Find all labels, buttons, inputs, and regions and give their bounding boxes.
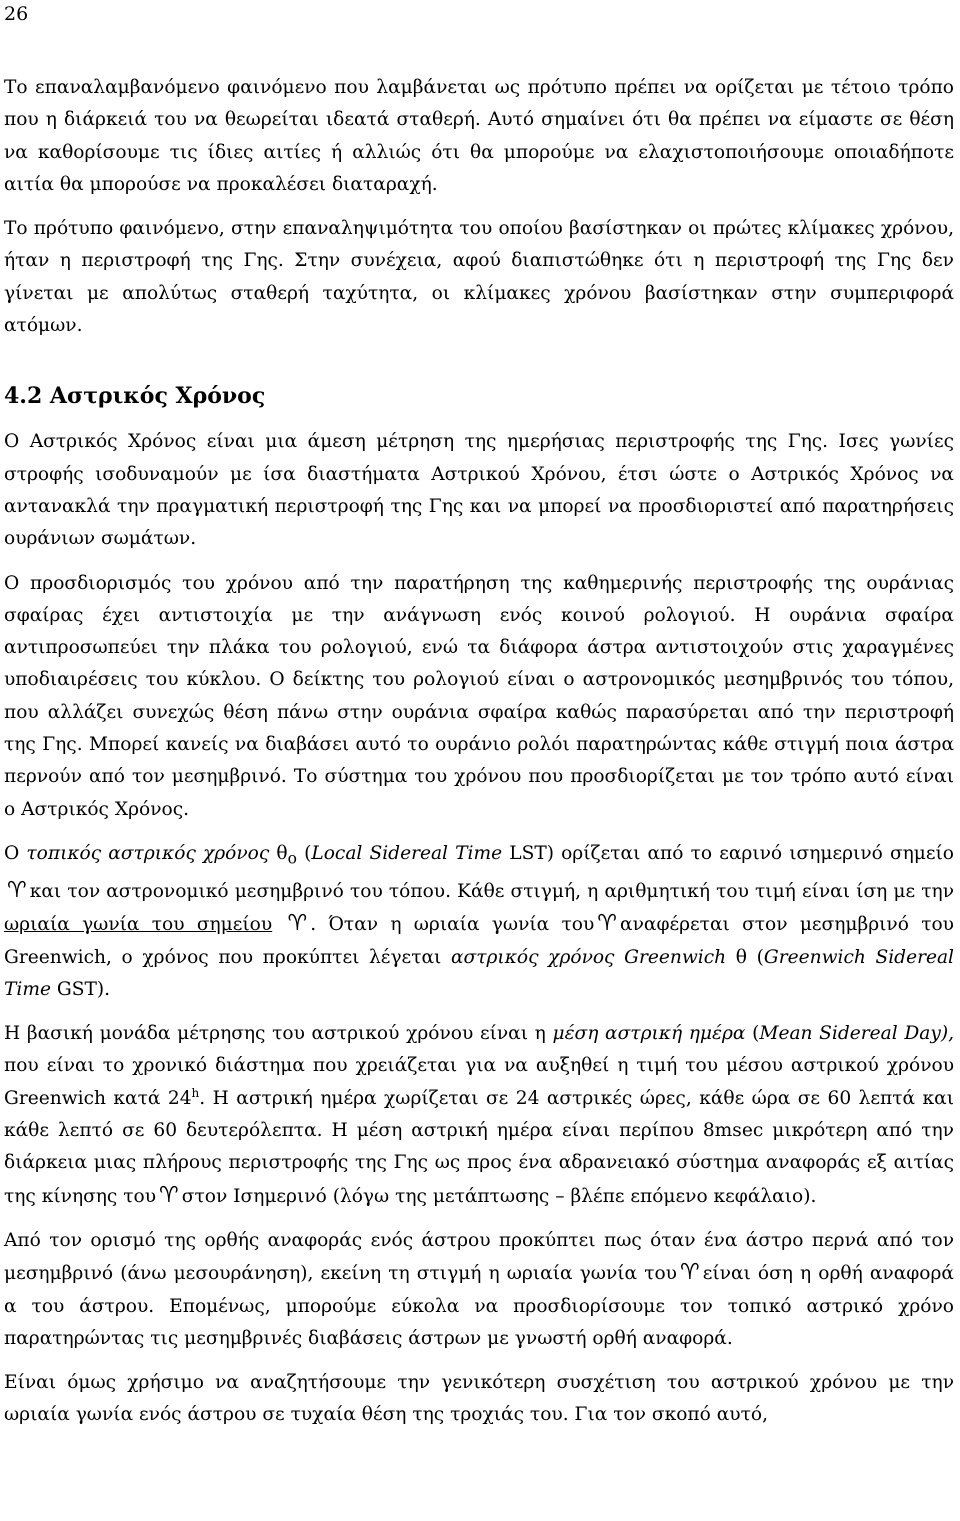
paragraph-local-sidereal-time: Ο τοπικός αστρικός χρόνος $\theta_o$ (Local Sidereal Time LST) ορίζεται από το εαρινό ισημερινό σημείο♈ και τον αστρονομικό μεσημβρινό του τόπου. Κάθε στιγμή, η αριθμητική του τιμή είναι ίση με την ωριαία γωνία του σημείου ♈ . Όταν η ωριαία γωνία του ♈ αναφέρεται στον μεσημβρινό του Greenwich, ο χρόνος που προκύπτει λέγεται αστρικός χρόνος Greenwich θ (Greenwich Sidereal Time GST). bbox=[4, 842, 954, 1000]
aries-symbol-icon: ♈ bbox=[680, 1260, 700, 1286]
paragraph-mean-sidereal-day: Η βασική μονάδα μέτρησης του αστρικού χρόνου είναι η μέση αστρική ημέρα (Mean Sidereal Day), που είναι το χρονικό διάστημα που χρειάζεται για να αυξηθεί η τιμή του μέσου αστρικού χρόνου Greenwich κατά 24$^h$. Η αστρική ημέρα χωρίζεται σε 24 αστρικές ώρες, κάθε ώρα σε 60 λεπτά και κάθε λεπτό σε 60 δευτερόλεπτα. Η μέση αστρική ημέρα είναι περίπου 8msec μικρότερη από την διάρκεια μιας πλήρους περιστροφής της Γης ως προς ένα αδρανειακό σύστημα αναφοράς εξ αιτίας της κίνησης του ♈ στον Ισημερινό (λόγω της μετάπτωσης – βλέπε επόμενο κεφάλαιο). bbox=[4, 1018, 954, 1213]
section-heading: 4.2 Αστρικός Χρόνος bbox=[4, 383, 266, 410]
aries-symbol-icon: ♈ bbox=[7, 877, 27, 903]
paragraph-sidereal-definition: Ο Αστρικός Χρόνος είναι μια άμεση μέτρηση της ημερήσιας περιστροφής της Γης. Ισες γωνίες στροφής ισοδυναμούν με ίσα διαστήματα Αστρικού Χρόνου, έτσι ώστε ο Αστρικός Χρόνος να αντανακλά την πραγματική περιστροφή της Γης και να μπορεί να προσδιοριστεί από παρατηρήσεις ουράνιων σωμάτων. bbox=[4, 431, 954, 550]
paragraph-hour-angle-relation: Είναι όμως χρήσιμο να αναζητήσουμε την γενικότερη συσχέτιση του αστρικού χρόνου με την ωριαία γωνία ενός άστρου σε τυχαία θέση της τροχιάς του. Για τον σκοπό αυτό, bbox=[4, 1372, 954, 1426]
paragraph-clock-analogy: Ο προσδιορισμός του χρόνου από την παρατήρηση της καθημερινής περιστροφής της ουράνιας σφαίρας έχει αντιστοιχία με την ανάγνωση ενός κοινού ρολογιού. Η ουράνια σφαίρα αντιπροσωπεύει την πλάκα του ρολογιού, ενώ τα διάφορα άστρα αντιστοιχούν στις χαραγμένες υποδιαιρέσεις του κύκλου. Ο δείκτης του ρολογιού είναι ο αστρονομικός μεσημβρινός του τόπου, που αλλάζει συνεχώς θέση πάνω στην ουράνια σφαίρα καθώς παρασύρεται από την περιστροφή της Γης. Μπορεί κανείς να διαβάσει αυτό το ουράνιο ρολόι παρατηρώντας κάθε στιγμή ποια άστρα περνούν από τον μεσημβρινό. Το σύστημα του χρόνου που προσδιορίζεται με τον τρόπο αυτό είναι ο Αστρικός Χρόνος. bbox=[4, 572, 954, 820]
document-body bbox=[4, 72, 954, 1444]
page-number: 26 bbox=[4, 3, 29, 25]
paragraph-right-ascension: Από τον ορισμό της ορθής αναφοράς ενός άστρου προκύπτει πως όταν ένα άστρο περνά από τον μεσημβρινό (άνω μεσουράνηση), εκείνη τη στιγμή η ωριαία γωνία του ♈ είναι όση η ορθή αναφορά α του άστρου. Επομένως, μπορούμε εύκολα να προσδιορίσουμε τον τοπικό αστρικό χρόνο παρατηρώντας τις μεσημβρινές διαβάσεις άστρων με γνωστή ορθή αναφορά. bbox=[4, 1229, 954, 1349]
underlined-term: ωριαία γωνία του σημείου bbox=[4, 914, 273, 936]
paragraph-intro-1: Το επαναλαμβανόμενο φαινόμενο που λαμβάνεται ως πρότυπο πρέπει να ορίζεται με τέτοιο τρόπο που η διάρκειά του να θεωρείται ιδεατά σταθερή. Αυτό σημαίνει ότι θα πρέπει να είμαστε σε θέση να καθορίσουμε τις ίδιες αιτίες ή αλλιώς ότι θα μπορούμε να ελαχιστοποιήσουμε οποιαδήποτε αιτία θα μπορούσε να προκαλέσει διαταραχή. bbox=[4, 77, 954, 195]
aries-symbol-icon: ♈ bbox=[597, 911, 618, 937]
aries-symbol-icon: ♈ bbox=[159, 1182, 179, 1208]
paragraph-intro-2: Το πρότυπο φαινόμενο, στην επαναληψιμότητα του οποίου βασίστηκαν οι πρώτες κλίμακες χρόνου, ήταν η περιστροφή της Γης. Στην συνέχεια, αφού διαπιστώθηκε ότι η περιστροφή της Γης δεν γίνεται με απολύτως σταθερή ταχύτητα, οι κλίμακες χρόνου βασίστηκαν στην συμπεριφορά ατόμων. bbox=[4, 218, 954, 337]
aries-symbol-icon: ♈ bbox=[287, 911, 308, 937]
